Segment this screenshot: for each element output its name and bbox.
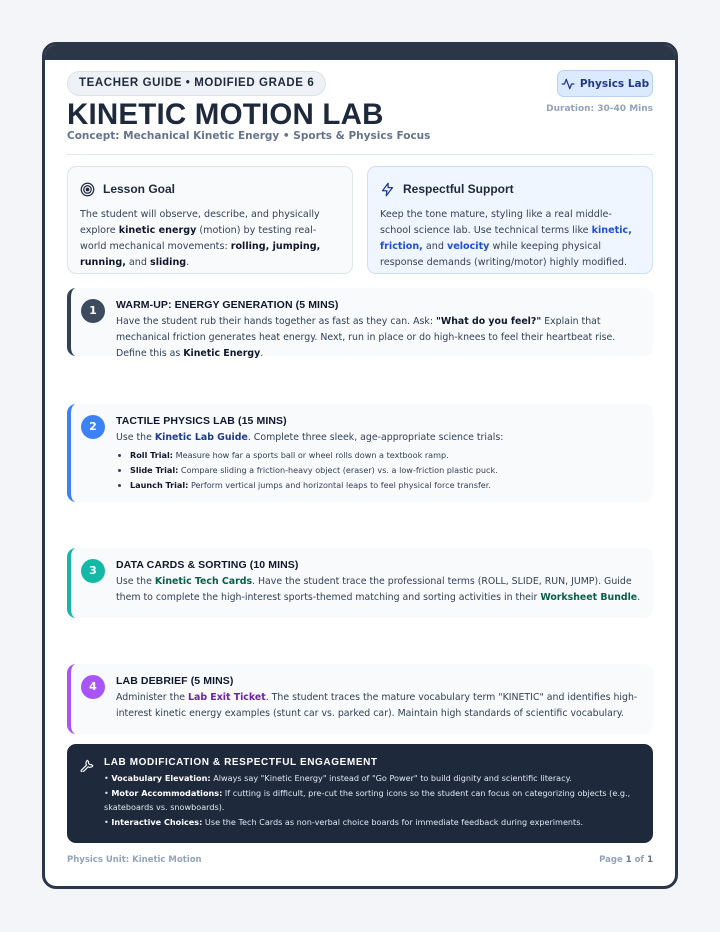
step-data-cards [67, 548, 653, 618]
step-warm-up [67, 288, 653, 359]
page-title: KINETIC MOTION LAB [67, 98, 384, 131]
footer-unit: Physics Unit: Kinetic Motion [67, 855, 202, 865]
step-number: 3 [81, 559, 105, 583]
step-text: Have the student rub their hands together as fast as they can. Ask: "What do you feel?" Explain that mechanical friction generates heat energy. Next, run in place or do high-knees to feel their heartbeat rise. Define this as Kinetic Energy. [116, 316, 616, 359]
list-item: • Interactive Choices: Use the Tech Cards as non-verbal choice boards for immediate feedback during experiments. [104, 816, 584, 827]
document-page [42, 42, 678, 889]
step-number: 4 [81, 675, 105, 699]
step-title: WARM-UP: ENERGY GENERATION (5 MINS) [116, 299, 339, 311]
lesson-goal-card [67, 166, 353, 274]
duration-label: Duration: 30-40 Mins [546, 104, 653, 114]
list-item: • Motor Accommodations: If cutting is difficult, pre-cut the sorting icons so the student can focus on categorizing objects (e.g., skateboards vs. snowboards). [104, 787, 631, 813]
footer-page-number: Page 1 of 1 [599, 855, 653, 865]
modification-list [104, 771, 639, 829]
step-tactile-lab [67, 404, 653, 502]
badge-label: Physics Lab [579, 77, 650, 90]
list-item: • Roll Trial: Measure how far a sports ball or wheel rolls down a textbook ramp. [130, 448, 641, 463]
step-title: LAB DEBRIEF (5 MINS) [116, 675, 234, 687]
lightning-icon [380, 182, 395, 197]
wrench-icon [80, 758, 94, 772]
step-text: Administer the Lab Exit Ticket. The student traces the mature vocabulary term "KINETIC" and identifies high-interest kinetic energy examples (stunt car vs. parked car). Maintain high standards of scientific vocabulary. [116, 692, 638, 719]
step-title: DATA CARDS & SORTING (10 MINS) [116, 559, 299, 571]
step-number: 1 [81, 299, 105, 323]
list-item: • Slide Trial: Compare sliding a friction-heavy object (eraser) vs. a low-friction plastic puck. [130, 463, 641, 478]
guide-chip: TEACHER GUIDE • MODIFIED GRADE 6 [67, 71, 326, 96]
activity-pulse-icon [561, 77, 575, 91]
page-top-bar [45, 45, 675, 60]
step-lab-debrief [67, 664, 653, 734]
modification-title: LAB MODIFICATION & RESPECTFUL ENGAGEMENT [104, 757, 378, 768]
kinetic-lab-guide-link[interactable]: Kinetic Lab Guide [154, 432, 248, 443]
lesson-goal-text: The student will observe, describe, and physically explore kinetic energy (motion) by testing real-world mechanical movements: rolling, jumping, running, and sliding. [80, 209, 321, 268]
step-number: 2 [81, 415, 105, 439]
physics-lab-badge [557, 70, 653, 97]
lab-exit-ticket-link[interactable]: Lab Exit Ticket [188, 692, 266, 703]
list-item: • Vocabulary Elevation: Always say "Kinetic Energy" instead of "Go Power" to build dignity and scientific literacy. [104, 773, 572, 783]
target-icon [80, 182, 95, 197]
trial-list [116, 448, 641, 493]
worksheet-bundle-link[interactable]: Worksheet Bundle [540, 592, 638, 603]
concept-subtitle: Concept: Mechanical Kinetic Energy • Sports & Physics Focus [67, 130, 431, 142]
respectful-support-text: Keep the tone mature, styling like a real middle-school science lab. Use technical terms like kinetic, friction, and velocity while keeping physical response demands (writing/motor) highly modified. [380, 209, 632, 268]
respectful-support-card [367, 166, 653, 274]
modification-panel [67, 744, 653, 843]
respectful-support-title: Respectful Support [403, 182, 514, 196]
list-item: • Launch Trial: Perform vertical jumps and horizontal leaps to feel physical force transfer. [130, 478, 641, 493]
lesson-goal-title: Lesson Goal [103, 182, 176, 196]
kinetic-tech-cards-link[interactable]: Kinetic Tech Cards [154, 576, 253, 587]
header-divider [67, 154, 653, 155]
step-title: TACTILE PHYSICS LAB (15 MINS) [116, 415, 287, 427]
step-text: Use the Kinetic Lab Guide. Complete three sleek, age-appropriate science trials: [116, 432, 504, 443]
step-text: Use the Kinetic Tech Cards. Have the student trace the professional terms (ROLL, SLIDE, RUN, JUMP). Guide them to complete the high-interest sports-themed matching and sorting activities in their Worksheet Bundle. [116, 576, 641, 603]
